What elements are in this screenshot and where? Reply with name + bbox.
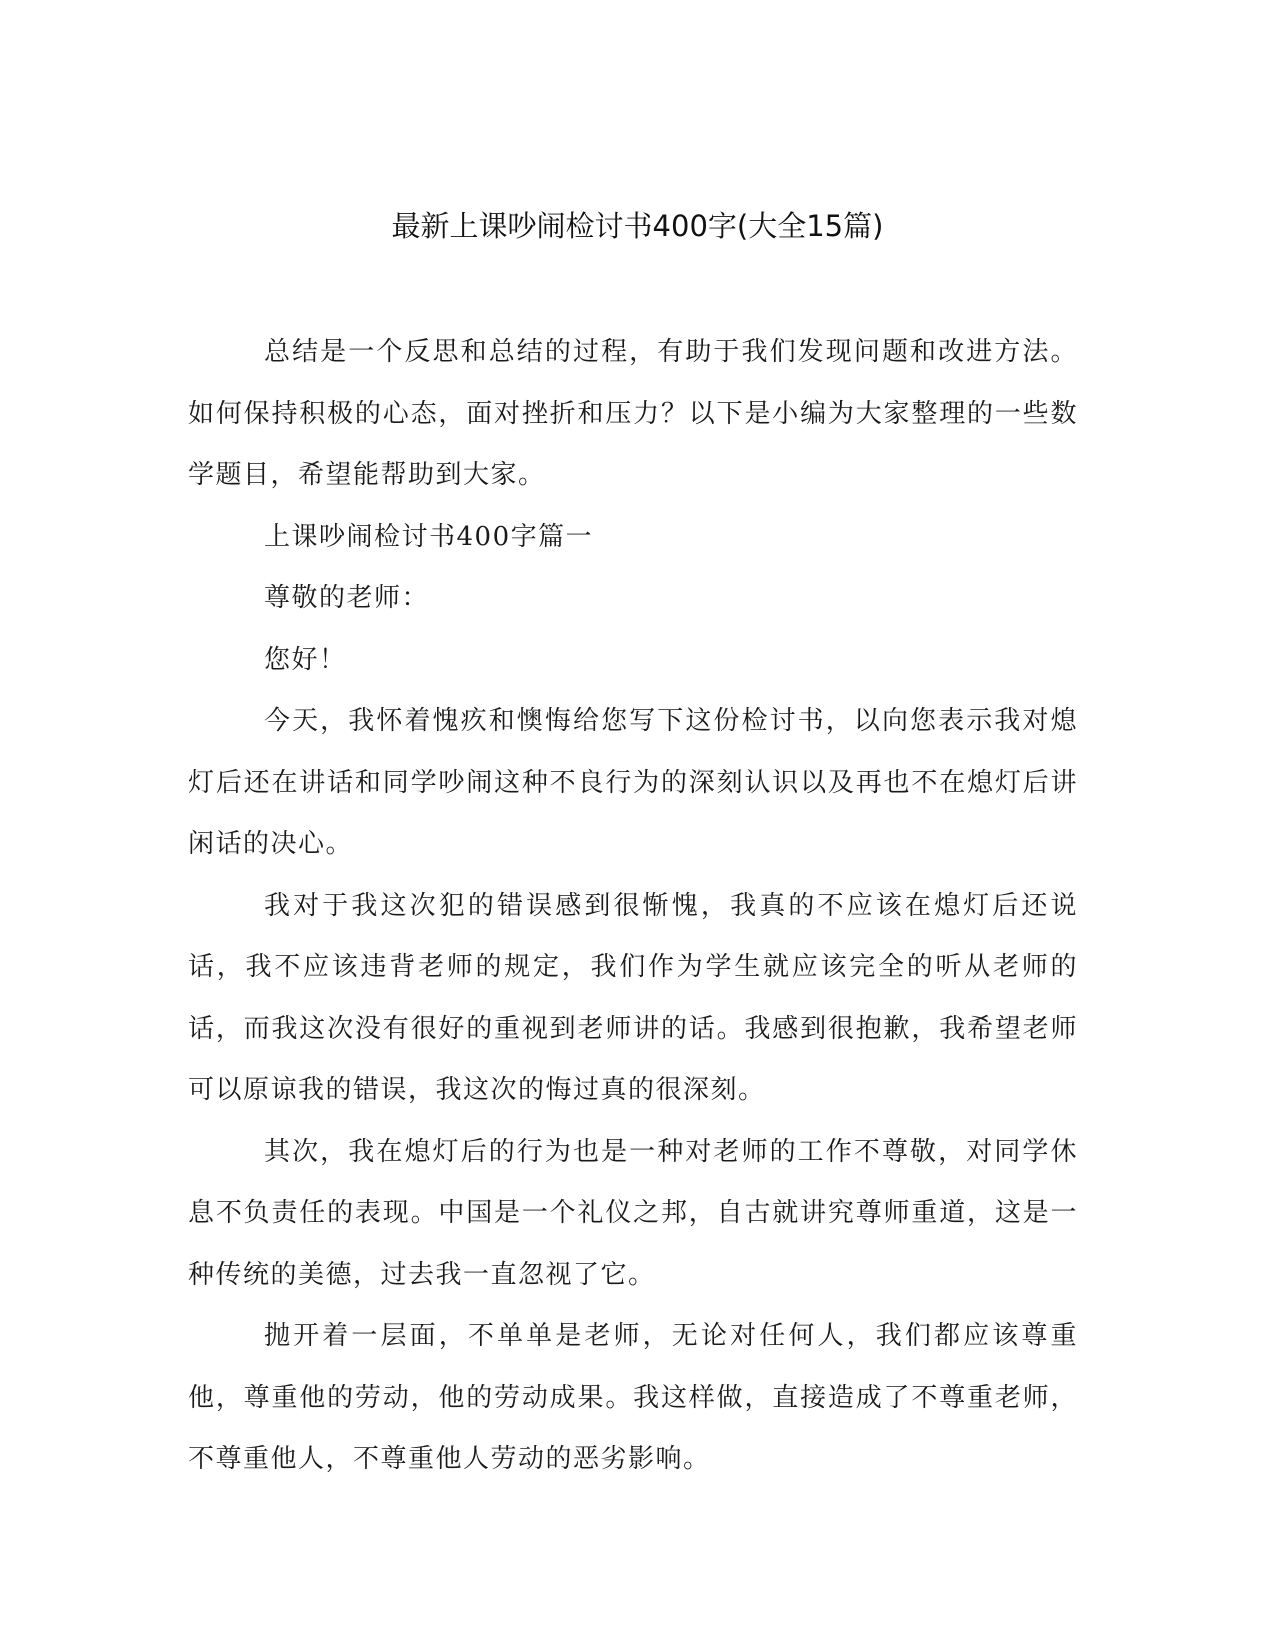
greeting: 您好！ <box>264 644 347 675</box>
salutation: 尊敬的老师： <box>264 583 430 613</box>
document-body <box>188 322 1078 1491</box>
intro-paragraph: 总结是一个反思和总结的过程，有助于我们发现问题和改进方法。如何保持积极的心态，面对挫折和压力？以下是小编为大家整理的一些数学题目，希望能帮助到大家。 <box>188 337 1078 490</box>
document-title: 最新上课吵闹检讨书400字(大全15篇) <box>391 209 884 243</box>
section-heading: 上课吵闹检讨书400字篇一 <box>264 521 594 552</box>
body-paragraph: 我对于我这次犯的错误感到很惭愧，我真的不应该在熄灯后还说话，我不应该违背老师的规定，我们作为学生就应该完全的听从老师的话，而我这次没有很好的重视到老师讲的话。我感到很抱歉，我希望老师可以原谅我的错误，我这次的悔过真的很深刻。 <box>188 890 1078 1105</box>
body-paragraph: 抛开着一层面，不单单是老师，无论对任何人，我们都应该尊重他，尊重他的劳动，他的劳动成果。我这样做，直接造成了不尊重老师，不尊重他人，不尊重他人劳动的恶劣影响。 <box>188 1321 1078 1474</box>
body-paragraph: 今天，我怀着愧疚和懊悔给您写下这份检讨书，以向您表示我对熄灯后还在讲话和同学吵闹这种不良行为的深刻认识以及再也不在熄灯后讲闲话的决心。 <box>188 706 1078 859</box>
body-paragraph: 其次，我在熄灯后的行为也是一种对老师的工作不尊敬，对同学休息不负责任的表现。中国是一个礼仪之邦，自古就讲究尊师重道，这是一种传统的美德，过去我一直忽视了它。 <box>188 1136 1078 1290</box>
